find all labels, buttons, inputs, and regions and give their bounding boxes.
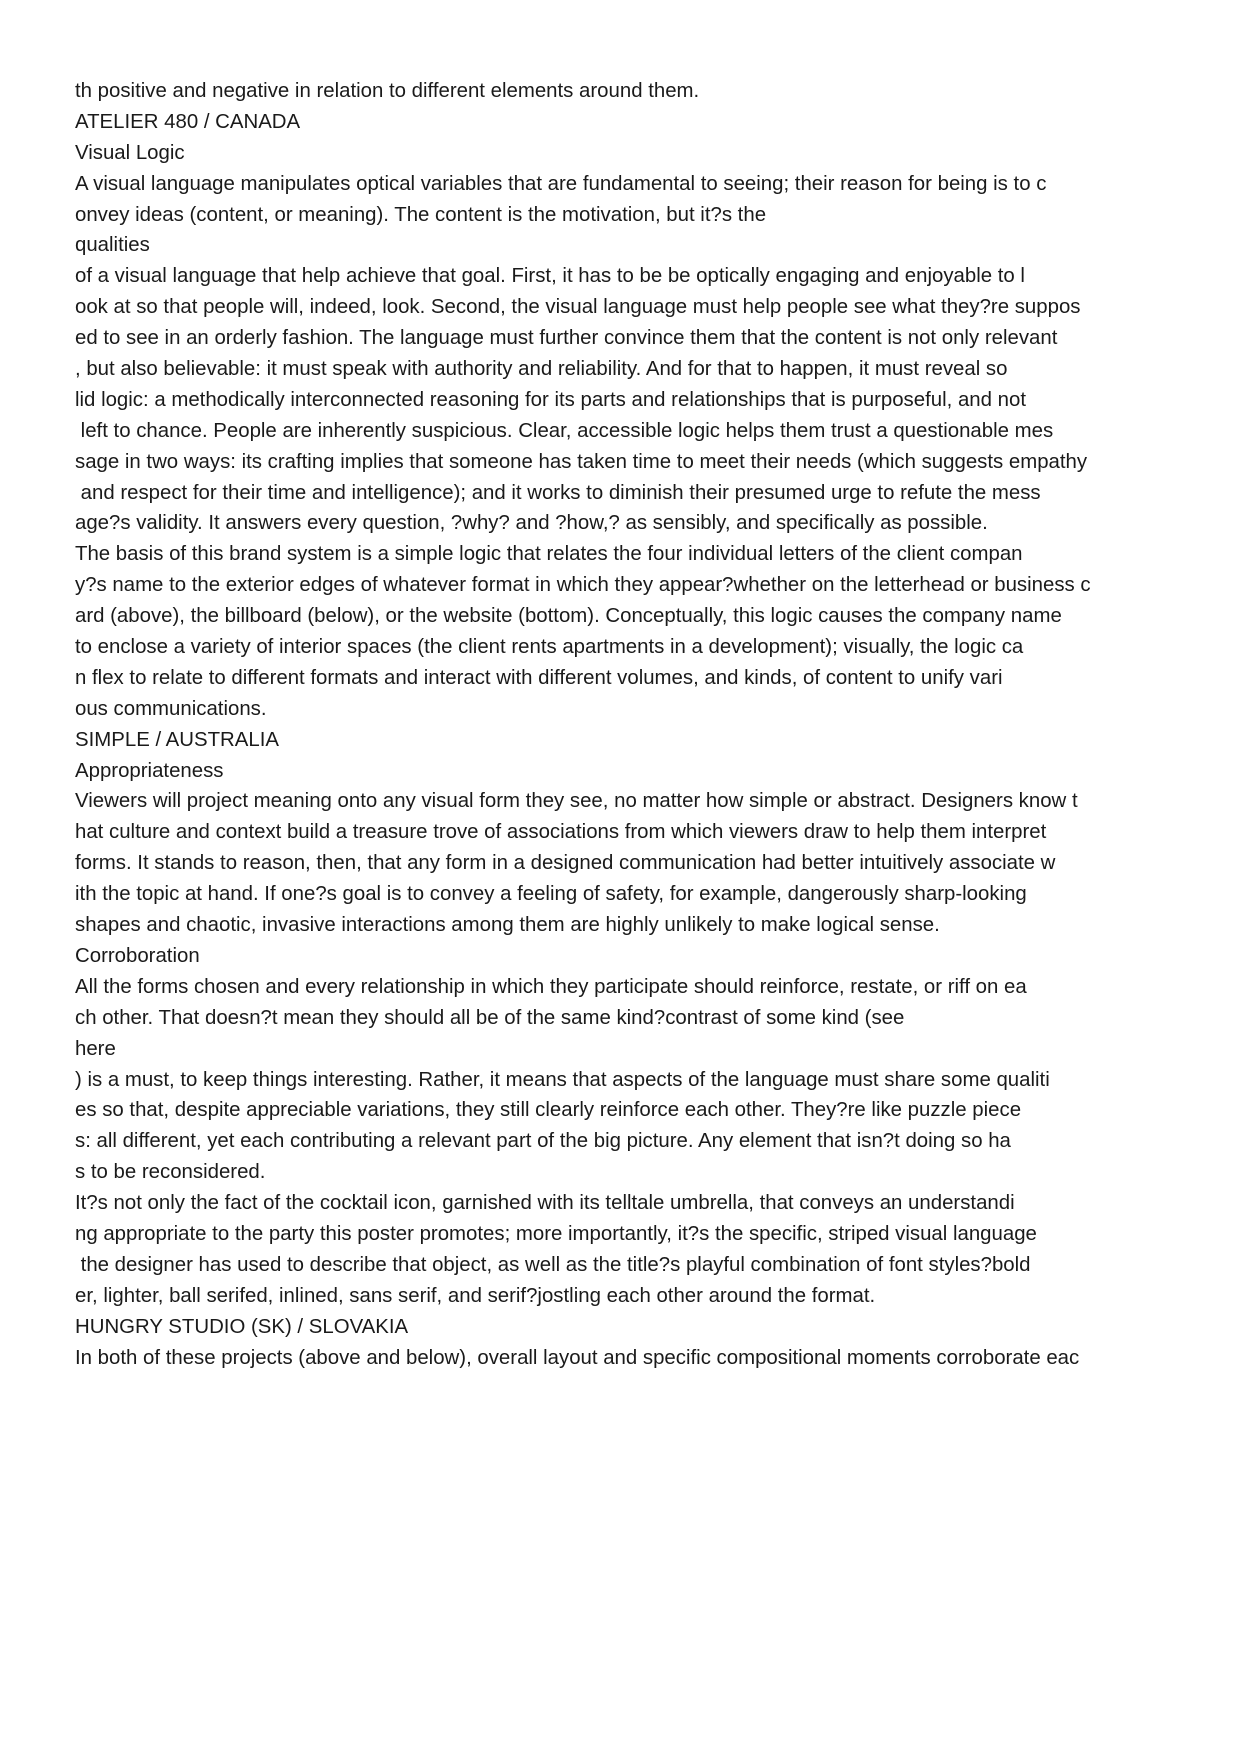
- text-line: qualities: [75, 234, 150, 257]
- text-line: forms. It stands to reason, then, that any form in a designed communication had better intuitively associate w: [75, 852, 1056, 875]
- text-line: and respect for their time and intelligence); and it works to diminish their presumed urge to refute the mess: [75, 481, 1041, 504]
- text-line: here: [75, 1037, 116, 1060]
- text-line: ard (above), the billboard (below), or the website (bottom). Conceptually, this logic causes the company name: [75, 605, 1062, 628]
- text-line: shapes and chaotic, invasive interactions among them are highly unlikely to make logical sense.: [75, 914, 940, 937]
- text-line: of a visual language that help achieve that goal. First, it has to be be optically engaging and enjoyable to l: [75, 265, 1025, 288]
- text-line: In both of these projects (above and below), overall layout and specific compositional moments corroborate eac: [75, 1346, 1080, 1369]
- text-line: Appropriateness: [75, 759, 224, 782]
- text-line: left to chance. People are inherently suspicious. Clear, accessible logic helps them trust a questionable mes: [75, 419, 1054, 442]
- text-line: It?s not only the fact of the cocktail icon, garnished with its telltale umbrella, that conveys an understandi: [75, 1192, 1015, 1215]
- text-line: SIMPLE / AUSTRALIA: [75, 728, 279, 751]
- text-line: the designer has used to describe that object, as well as the title?s playful combination of font styles?bold: [75, 1253, 1031, 1276]
- text-line: onvey ideas (content, or meaning). The content is the motivation, but it?s the: [75, 203, 767, 226]
- text-line: All the forms chosen and every relationship in which they participate should reinforce, restate, or riff on ea: [75, 975, 1027, 998]
- text-line: ed to see in an orderly fashion. The language must further convince them that the content is not only relevant: [75, 327, 1058, 350]
- text-line: ) is a must, to keep things interesting. Rather, it means that aspects of the language must share some qualiti: [75, 1068, 1050, 1091]
- text-line: s to be reconsidered.: [75, 1161, 266, 1184]
- text-line: lid logic: a methodically interconnected reasoning for its parts and relationships that is purposeful, and not: [75, 388, 1026, 411]
- text-line: ch other. That doesn?t mean they should all be of the same kind?contrast of some kind (see: [75, 1006, 905, 1029]
- text-line: es so that, despite appreciable variations, they still clearly reinforce each other. They?re like puzzle piece: [75, 1099, 1022, 1122]
- text-line: n flex to relate to different formats and interact with different volumes, and kinds, of content to unify vari: [75, 666, 1003, 689]
- text-line: HUNGRY STUDIO (SK) / SLOVAKIA: [75, 1315, 409, 1338]
- text-line: er, lighter, ball serifed, inlined, sans serif, and serif?jostling each other around the format.: [75, 1284, 876, 1307]
- text-line: ous communications.: [75, 697, 267, 720]
- text-line: Visual Logic: [75, 141, 185, 164]
- text-line: y?s name to the exterior edges of whatever format in which they appear?whether on the letterhead or business c: [75, 574, 1091, 597]
- text-line: ith the topic at hand. If one?s goal is to convey a feeling of safety, for example, dangerously sharp-looking: [75, 883, 1027, 906]
- text-line: ng appropriate to the party this poster promotes; more importantly, it?s the specific, striped visual language: [75, 1222, 1037, 1245]
- text-line: th positive and negative in relation to different elements around them.: [75, 80, 700, 102]
- text-line: to enclose a variety of interior spaces (the client rents apartments in a development); visually, the logic ca: [75, 636, 1024, 659]
- text-line: ATELIER 480 / CANADA: [75, 110, 301, 133]
- text-line: Corroboration: [75, 944, 200, 967]
- text-line: The basis of this brand system is a simple logic that relates the four individual letters of the client compan: [75, 543, 1023, 566]
- text-line: ook at so that people will, indeed, look. Second, the visual language must help people see what they?re suppos: [75, 296, 1081, 319]
- text-line: sage in two ways: its crafting implies that someone has taken time to meet their needs (which suggests empathy: [75, 450, 1088, 473]
- document-body: [75, 76, 1215, 1373]
- text-line: , but also believable: it must speak with authority and reliability. And for that to happen, it must reveal so: [75, 358, 1008, 381]
- text-line: Viewers will project meaning onto any visual form they see, no matter how simple or abstract. Designers know t: [75, 790, 1078, 813]
- text-line: A visual language manipulates optical variables that are fundamental to seeing; their reason for being is to c: [75, 172, 1047, 195]
- text-line: s: all different, yet each contributing a relevant part of the big picture. Any element that isn?t doing so ha: [75, 1130, 1011, 1153]
- text-line: hat culture and context build a treasure trove of associations from which viewers draw to help them interpret: [75, 821, 1047, 844]
- text-line: age?s validity. It answers every question, ?why? and ?how,? as sensibly, and specifically as possible.: [75, 512, 988, 535]
